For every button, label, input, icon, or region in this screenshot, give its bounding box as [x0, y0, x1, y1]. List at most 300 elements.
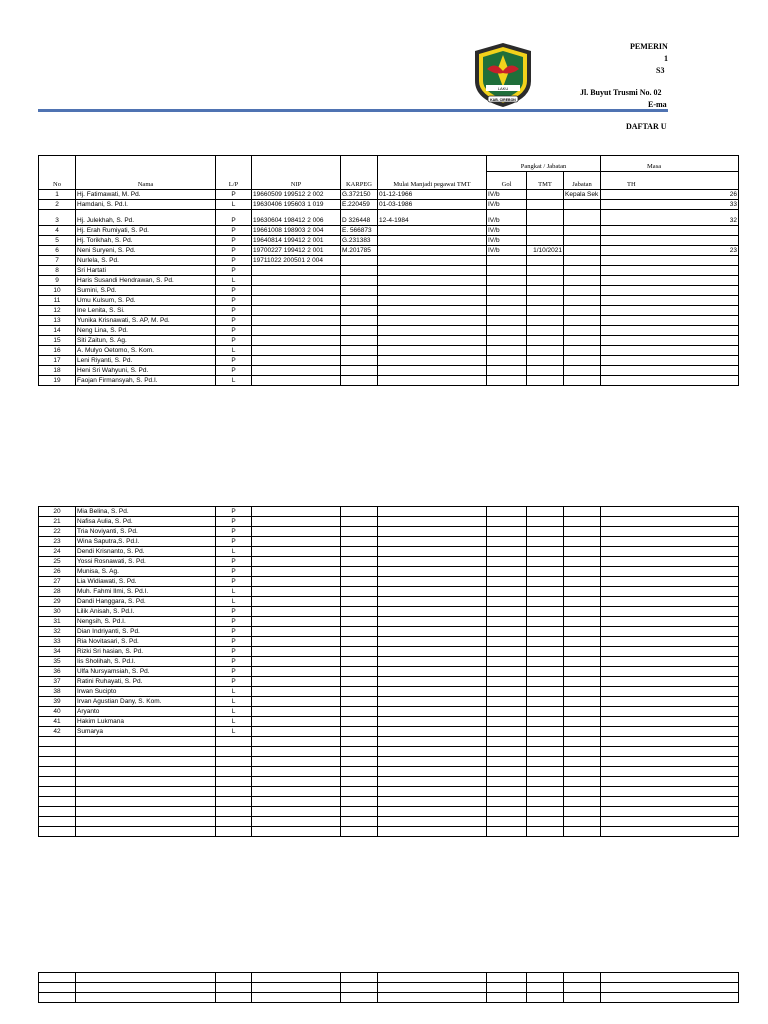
cell-th: [601, 787, 739, 797]
cell-tmt-pns: [378, 597, 487, 607]
cell-tmt-pns: [378, 577, 487, 587]
cell-th: [601, 607, 739, 617]
table-row: [39, 246, 739, 256]
cell-no: 42: [39, 727, 76, 737]
cell-lp: [216, 827, 252, 837]
cell-th: [601, 827, 739, 837]
cell-tmt-pns: [378, 707, 487, 717]
cell-th: [601, 326, 739, 336]
cell-tmt-pns: [378, 316, 487, 326]
cell-tmt: [527, 807, 564, 817]
employee-table-section-1: [38, 155, 738, 425]
cell-nama: Umu Kulsum, S. Pd.: [76, 296, 216, 306]
cell-tmt-pns: [378, 697, 487, 707]
cell-tmt-pns: [378, 727, 487, 737]
cell-th: [601, 707, 739, 717]
cell-lp: P: [216, 517, 252, 527]
cell-karpeg: [341, 797, 378, 807]
cell-tmt-pns: [378, 973, 487, 983]
cell-no: 32: [39, 627, 76, 637]
cell-gol: [487, 647, 527, 657]
cell-lp: [216, 757, 252, 767]
cell-tmt: [527, 597, 564, 607]
cell-karpeg: M.201785: [341, 246, 378, 256]
cell-nip: 19661008 198903 2 004: [252, 226, 341, 236]
table-row: [39, 657, 739, 667]
cell-nip: [252, 993, 341, 1003]
cell-nip: [252, 687, 341, 697]
cell-th: 23: [601, 246, 739, 256]
cell-lp: P: [216, 366, 252, 376]
cell-lp: P: [216, 246, 252, 256]
cell-nip: [252, 296, 341, 306]
cell-th: [601, 677, 739, 687]
cell-jabatan: [564, 286, 601, 296]
cell-jabatan: [564, 617, 601, 627]
cell-jabatan: [564, 547, 601, 557]
cell-th: [601, 376, 739, 386]
cell-nama: [76, 993, 216, 1003]
cell-gol: [487, 276, 527, 286]
cell-no: 20: [39, 507, 76, 517]
table-row: [39, 667, 739, 677]
cell-no: 23: [39, 537, 76, 547]
employee-table-blank: [38, 972, 739, 1003]
cell-lp: L: [216, 547, 252, 557]
cell-tmt: [527, 647, 564, 657]
cell-jabatan: [564, 567, 601, 577]
cell-jabatan: [564, 757, 601, 767]
cell-karpeg: [341, 717, 378, 727]
cell-no: [39, 827, 76, 837]
cell-tmt-pns: [378, 587, 487, 597]
cell-karpeg: [341, 707, 378, 717]
cell-karpeg: [341, 527, 378, 537]
cell-th: [601, 727, 739, 737]
cell-gol: [487, 797, 527, 807]
column-header-tmt-pns: Mulai Manjadi pegawai TMT: [378, 156, 487, 190]
cell-lp: P: [216, 567, 252, 577]
cell-karpeg: [341, 817, 378, 827]
table-row: [39, 356, 739, 366]
cell-nip: [252, 597, 341, 607]
cell-gol: [487, 757, 527, 767]
cell-karpeg: [341, 306, 378, 316]
cell-nama: Mia Belina, S. Pd.: [76, 507, 216, 517]
cell-nip: 19660509 199512 2 002: [252, 190, 341, 200]
cell-tmt: [527, 757, 564, 767]
cell-tmt: [527, 527, 564, 537]
cell-tmt: [527, 200, 564, 210]
cell-no: 6: [39, 246, 76, 256]
cell-karpeg: [341, 757, 378, 767]
cell-th: [601, 647, 739, 657]
table-row: [39, 817, 739, 827]
cell-gol: [487, 557, 527, 567]
cell-nip: [252, 757, 341, 767]
cell-karpeg: [341, 537, 378, 547]
cell-gol: [487, 527, 527, 537]
cell-nip: 19640814 199412 2 001: [252, 236, 341, 246]
cell-tmt: [527, 356, 564, 366]
cell-nama: Hamdani, S. Pd.I.: [76, 200, 216, 210]
cell-lp: L: [216, 597, 252, 607]
cell-karpeg: [341, 376, 378, 386]
table-row: [39, 587, 739, 597]
cell-no: 11: [39, 296, 76, 306]
cell-gol: [487, 547, 527, 557]
column-header-no: No: [39, 156, 76, 190]
cell-no: 16: [39, 346, 76, 356]
cell-nip: [252, 697, 341, 707]
table-row: [39, 737, 739, 747]
cell-lp: P: [216, 667, 252, 677]
cell-nama: Dandi Hanggara, S. Pd.: [76, 597, 216, 607]
cell-th: [601, 757, 739, 767]
cell-lp: L: [216, 346, 252, 356]
cell-nama: Tria Noviyanti, S. Pd.: [76, 527, 216, 537]
cell-lp: P: [216, 210, 252, 226]
cell-nama: [76, 973, 216, 983]
table-row: [39, 767, 739, 777]
cell-lp: L: [216, 687, 252, 697]
cell-tmt: [527, 346, 564, 356]
cell-jabatan: [564, 657, 601, 667]
cell-tmt-pns: [378, 607, 487, 617]
cell-jabatan: [564, 697, 601, 707]
cell-tmt-pns: [378, 326, 487, 336]
cell-lp: L: [216, 717, 252, 727]
document-title: DAFTAR U: [626, 122, 667, 131]
cell-tmt: [527, 777, 564, 787]
cell-lp: [216, 767, 252, 777]
cell-gol: [487, 747, 527, 757]
cell-nama: Sumarya: [76, 727, 216, 737]
cell-tmt: [527, 190, 564, 200]
cell-nama: Ulfa Nursyamsiah, S. Pd.: [76, 667, 216, 677]
cell-tmt-pns: [378, 767, 487, 777]
cell-no: 35: [39, 657, 76, 667]
cell-jabatan: [564, 787, 601, 797]
cell-no: 36: [39, 667, 76, 677]
cell-tmt-pns: [378, 507, 487, 517]
cell-jabatan: [564, 667, 601, 677]
cell-karpeg: E.220459: [341, 200, 378, 210]
cell-tmt: [527, 256, 564, 266]
cell-tmt: [527, 677, 564, 687]
table-row: [39, 973, 739, 983]
cell-jabatan: [564, 326, 601, 336]
cell-gol: [487, 286, 527, 296]
cell-nip: [252, 817, 341, 827]
cell-lp: P: [216, 607, 252, 617]
cell-no: [39, 787, 76, 797]
cell-th: [601, 276, 739, 286]
cell-th: [601, 256, 739, 266]
cell-karpeg: [341, 637, 378, 647]
cell-tmt-pns: [378, 557, 487, 567]
cell-nama: Leni Riyanti, S. Pd.: [76, 356, 216, 366]
cell-th: [601, 236, 739, 246]
cell-th: [601, 617, 739, 627]
cell-tmt: [527, 687, 564, 697]
cell-jabatan: [564, 557, 601, 567]
cell-gol: [487, 346, 527, 356]
table-row: [39, 527, 739, 537]
cell-no: 33: [39, 637, 76, 647]
cell-no: [39, 817, 76, 827]
table-row: [39, 286, 739, 296]
cell-nip: 19711022 200501 2 004: [252, 256, 341, 266]
cell-gol: [487, 737, 527, 747]
cell-no: 41: [39, 717, 76, 727]
cell-th: [601, 336, 739, 346]
cell-lp: P: [216, 336, 252, 346]
cell-th: [601, 817, 739, 827]
cell-nama: Hj. Torikhah, S. Pd.: [76, 236, 216, 246]
cell-nama: Dian Indriyanti, S. Pd.: [76, 627, 216, 637]
table-row: [39, 547, 739, 557]
cell-tmt-pns: [378, 777, 487, 787]
cell-no: [39, 777, 76, 787]
cell-gol: [487, 817, 527, 827]
header-line-3: S3: [656, 66, 665, 75]
cell-no: 31: [39, 617, 76, 627]
table-row: [39, 787, 739, 797]
cell-nip: [252, 507, 341, 517]
cell-nip: [252, 266, 341, 276]
cell-nama: Lilik Anisah, S. Pd.I.: [76, 607, 216, 617]
cell-tmt: [527, 747, 564, 757]
cell-th: [601, 517, 739, 527]
cell-nama: Nafisa Aulia, S. Pd.: [76, 517, 216, 527]
cell-nama: [76, 767, 216, 777]
cell-karpeg: [341, 567, 378, 577]
school-emblem-logo: [469, 41, 537, 109]
cell-jabatan: [564, 637, 601, 647]
cell-th: [601, 797, 739, 807]
cell-no: [39, 767, 76, 777]
cell-nama: Ria Novitasari, S. Pd.: [76, 637, 216, 647]
cell-lp: L: [216, 727, 252, 737]
cell-nama: Yossi Rosnawati, S. Pd.: [76, 557, 216, 567]
table-row: [39, 376, 739, 386]
cell-no: 38: [39, 687, 76, 697]
table-row: [39, 807, 739, 817]
cell-gol: [487, 807, 527, 817]
column-header-pangkat: Pangkat / Jabatan: [487, 156, 601, 172]
cell-lp: L: [216, 587, 252, 597]
cell-lp: [216, 737, 252, 747]
cell-nip: [252, 827, 341, 837]
cell-nama: [76, 747, 216, 757]
cell-tmt-pns: 01-03-1986: [378, 200, 487, 210]
cell-gol: [487, 517, 527, 527]
cell-jabatan: [564, 246, 601, 256]
cell-th: [601, 286, 739, 296]
cell-no: 15: [39, 336, 76, 346]
cell-karpeg: [341, 286, 378, 296]
cell-gol: [487, 597, 527, 607]
cell-lp: P: [216, 677, 252, 687]
cell-karpeg: [341, 517, 378, 527]
cell-tmt-pns: [378, 306, 487, 316]
cell-tmt-pns: [378, 266, 487, 276]
cell-jabatan: [564, 607, 601, 617]
cell-tmt: [527, 737, 564, 747]
cell-nama: Heni Sri Wahyuni, S. Pd.: [76, 366, 216, 376]
cell-karpeg: [341, 727, 378, 737]
cell-tmt: [527, 296, 564, 306]
table-row: [39, 210, 739, 226]
cell-nip: [252, 517, 341, 527]
cell-karpeg: [341, 577, 378, 587]
cell-lp: [216, 993, 252, 1003]
cell-nama: Iis Sholihah, S. Pd.I.: [76, 657, 216, 667]
cell-gol: IV/b: [487, 200, 527, 210]
cell-gol: IV/b: [487, 236, 527, 246]
cell-no: 40: [39, 707, 76, 717]
cell-nama: Irvan Agustian Dany, S. Kom.: [76, 697, 216, 707]
cell-nama: Sri Hartati: [76, 266, 216, 276]
cell-no: [39, 983, 76, 993]
cell-jabatan: [564, 200, 601, 210]
cell-karpeg: [341, 507, 378, 517]
cell-nip: [252, 797, 341, 807]
cell-nama: Neni Suryeni, S. Pd.: [76, 246, 216, 256]
cell-karpeg: [341, 256, 378, 266]
cell-no: 18: [39, 366, 76, 376]
cell-th: [601, 973, 739, 983]
cell-lp: L: [216, 697, 252, 707]
cell-lp: [216, 747, 252, 757]
cell-gol: [487, 577, 527, 587]
cell-jabatan: [564, 717, 601, 727]
cell-tmt-pns: [378, 757, 487, 767]
cell-tmt: [527, 993, 564, 1003]
cell-lp: P: [216, 507, 252, 517]
cell-nama: Faojan Firmansyah, S. Pd.I.: [76, 376, 216, 386]
cell-tmt: [527, 587, 564, 597]
cell-tmt: [527, 226, 564, 236]
cell-nama: [76, 983, 216, 993]
cell-nip: [252, 366, 341, 376]
cell-jabatan: [564, 827, 601, 837]
cell-jabatan: [564, 973, 601, 983]
cell-karpeg: [341, 827, 378, 837]
cell-nama: Nurlela, S. Pd.: [76, 256, 216, 266]
header-line-2: 1: [664, 54, 668, 63]
cell-tmt: [527, 286, 564, 296]
cell-nip: [252, 316, 341, 326]
cell-gol: [487, 356, 527, 366]
cell-lp: P: [216, 627, 252, 637]
cell-nama: Muh. Fahmi Ilmi, S. Pd.I.: [76, 587, 216, 597]
cell-lp: P: [216, 326, 252, 336]
table-row: [39, 306, 739, 316]
cell-no: 29: [39, 597, 76, 607]
cell-lp: [216, 797, 252, 807]
table-row: [39, 296, 739, 306]
cell-karpeg: [341, 807, 378, 817]
cell-nama: A. Mulyo Oetomo, S. Kom.: [76, 346, 216, 356]
table-row: [39, 517, 739, 527]
cell-no: 3: [39, 210, 76, 226]
cell-tmt: [527, 577, 564, 587]
cell-karpeg: [341, 667, 378, 677]
header-divider: [38, 109, 668, 112]
cell-tmt-pns: [378, 366, 487, 376]
cell-th: [601, 537, 739, 547]
cell-th: [601, 717, 739, 727]
column-header-nama: Nama: [76, 156, 216, 190]
cell-lp: P: [216, 226, 252, 236]
cell-lp: L: [216, 376, 252, 386]
cell-no: 17: [39, 356, 76, 366]
cell-lp: P: [216, 537, 252, 547]
cell-tmt: [527, 787, 564, 797]
logo-motto-text: LAKU: [497, 85, 509, 91]
cell-jabatan: Kepala Sek: [564, 190, 601, 200]
cell-jabatan: [564, 376, 601, 386]
table-row: [39, 687, 739, 697]
cell-tmt-pns: [378, 677, 487, 687]
cell-nip: [252, 667, 341, 677]
cell-jabatan: [564, 817, 601, 827]
cell-jabatan: [564, 266, 601, 276]
cell-gol: [487, 707, 527, 717]
cell-nip: [252, 326, 341, 336]
header-email: E-ma: [648, 100, 667, 109]
cell-th: [601, 356, 739, 366]
cell-karpeg: [341, 326, 378, 336]
cell-karpeg: [341, 587, 378, 597]
cell-karpeg: [341, 737, 378, 747]
cell-no: 4: [39, 226, 76, 236]
cell-tmt: [527, 537, 564, 547]
cell-tmt: [527, 567, 564, 577]
cell-karpeg: [341, 787, 378, 797]
cell-th: [601, 547, 739, 557]
cell-jabatan: [564, 517, 601, 527]
cell-no: [39, 973, 76, 983]
cell-karpeg: [341, 336, 378, 346]
cell-nip: [252, 286, 341, 296]
cell-tmt: [527, 827, 564, 837]
cell-nama: Wina Saputra,S. Pd.I.: [76, 537, 216, 547]
cell-tmt-pns: [378, 567, 487, 577]
cell-gol: [487, 316, 527, 326]
cell-tmt-pns: [378, 787, 487, 797]
cell-karpeg: [341, 687, 378, 697]
cell-tmt: [527, 210, 564, 226]
cell-jabatan: [564, 296, 601, 306]
cell-gol: [487, 627, 527, 637]
logo-region-text: KAB. CIREBON: [490, 97, 516, 102]
cell-karpeg: [341, 657, 378, 667]
cell-tmt-pns: [378, 256, 487, 266]
cell-tmt: [527, 767, 564, 777]
cell-karpeg: [341, 617, 378, 627]
cell-tmt: [527, 376, 564, 386]
cell-tmt-pns: [378, 376, 487, 386]
table-row: [39, 577, 739, 587]
table-row: [39, 346, 739, 356]
cell-nip: [252, 657, 341, 667]
cell-no: 39: [39, 697, 76, 707]
cell-th: [601, 567, 739, 577]
cell-tmt: [527, 326, 564, 336]
